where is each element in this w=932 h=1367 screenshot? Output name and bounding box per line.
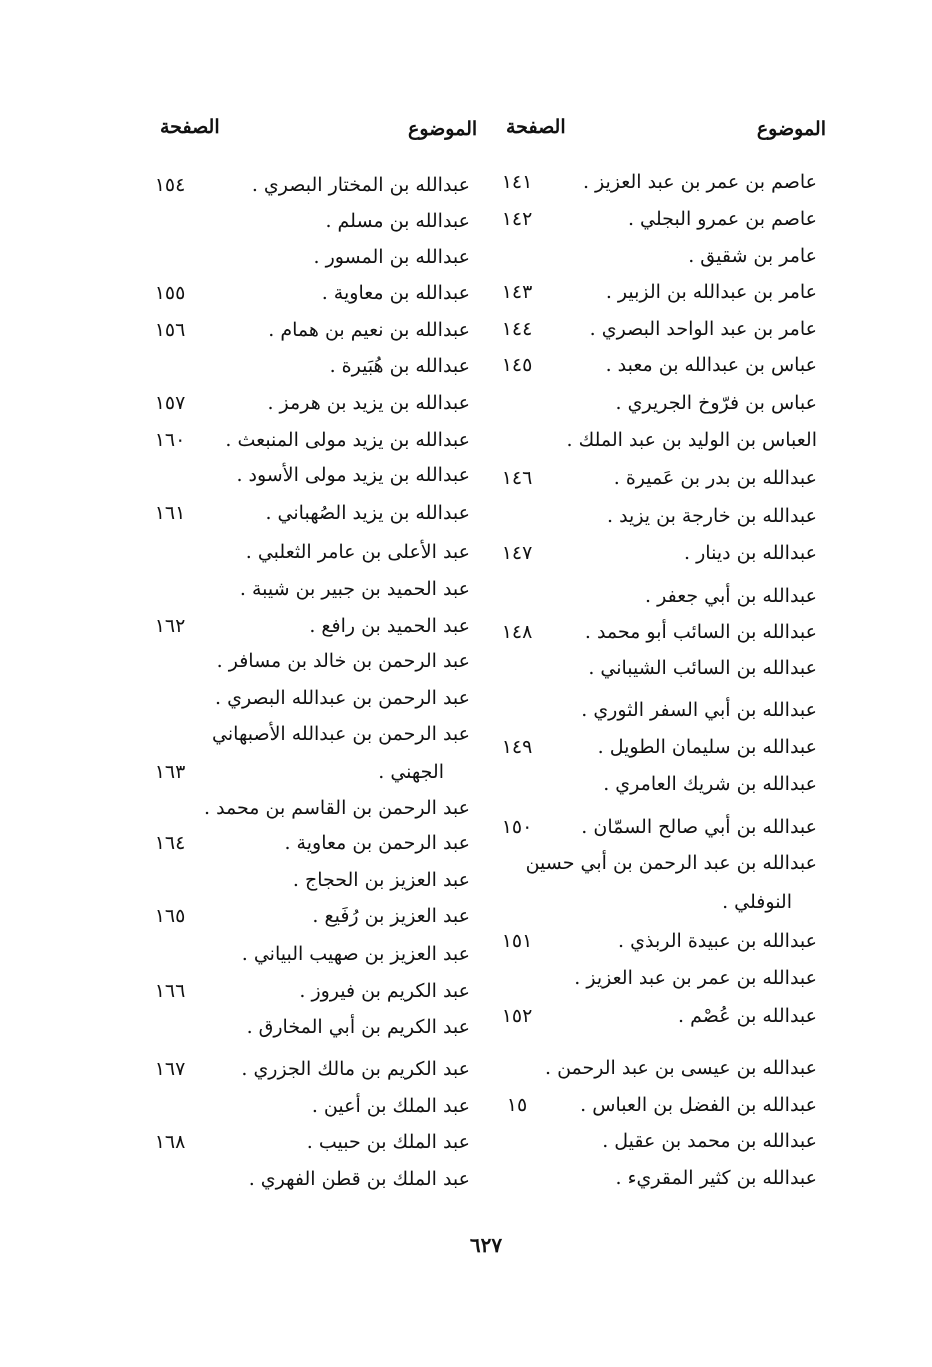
left-index-page-number: ١٥٧ — [154, 392, 186, 414]
left-index-entry: عبدالله بن يزيد بن هرمز . — [267, 392, 470, 414]
left-index-entry: عبد الرحمن بن خالد بن مسافر . — [216, 650, 470, 672]
right-index-page-number: ١٤٣ — [501, 281, 533, 303]
right-index-entry: عبدالله بن خارجة بن يزيد . — [606, 505, 817, 527]
left-index-entry: عبد الملك بن أعين . — [311, 1095, 470, 1117]
right-index-entry: عاصم بن عمر بن عبد العزيز . — [582, 171, 817, 193]
right-index-entry: عبدالله بن بدر بن عَميرة . — [613, 467, 817, 489]
left-index-entry: عبد الكريم بن أبي المخارق . — [246, 1016, 470, 1038]
left-index-entry: عبد الرحمن بن معاوية . — [284, 832, 470, 854]
page-number: ٦٢٧ — [469, 1233, 503, 1257]
right-index-entry: عبدالله بن عُصْم . — [678, 1005, 817, 1027]
header-left-page: الصفحة — [160, 116, 220, 138]
left-index-entry: عبد الرحمن بن عبدالله البصري . — [215, 687, 470, 709]
left-index-entry: عبدالله بن نعيم بن همام . — [268, 319, 470, 341]
left-index-entry: عبد الملك بن حبيب . — [306, 1131, 470, 1153]
right-index-page-number: ١٤١ — [501, 171, 533, 193]
left-index-entry: عبد الأعلى بن عامر الثعلبي . — [245, 541, 470, 563]
right-index-entry: عبدالله بن عبيدة الربذي . — [618, 930, 817, 952]
right-index-entry: عبدالله بن أبي صالح السمّان . — [581, 816, 817, 838]
right-index-entry: عامر بن عبدالله بن الزبير . — [605, 281, 817, 303]
right-index-entry: عبدالله بن أبي جعفر . — [645, 585, 817, 607]
left-index-page-number: ١٦٦ — [154, 980, 186, 1002]
header-right-page: الصفحة — [506, 116, 566, 138]
left-index-entry: عبدالله بن المسور . — [313, 246, 470, 268]
left-index-page-number: ١٦٧ — [154, 1058, 186, 1080]
header-right-topic: الموضوع — [756, 118, 826, 140]
right-index-entry: عبدالله بن محمد بن عقيل . — [602, 1130, 817, 1152]
left-index-page-number: ١٦٠ — [154, 429, 186, 451]
right-index-entry: عامر بن شقيق . — [688, 245, 817, 267]
left-index-entry: عبدالله بن يزيد مولى الأسود . — [236, 464, 470, 486]
right-index-entry: عاصم بن عمرو البجلي . — [627, 208, 817, 230]
right-index-entry: النوفلي . — [722, 891, 792, 913]
left-index-entry: عبد الرحمن بن عبدالله الأصبهاني — [212, 723, 470, 745]
right-index-page-number: ١٤٩ — [501, 736, 533, 758]
left-index-page-number: ١٥٥ — [154, 282, 186, 304]
left-index-entry: عبدالله بن المختار البصري . — [251, 174, 470, 196]
left-index-page-number: ١٦٣ — [154, 761, 186, 783]
left-index-entry: عبد العزيز بن صهيب البياني . — [241, 943, 470, 965]
right-index-entry: عبدالله بن كثير المقريء . — [615, 1167, 817, 1189]
right-index-page-number: ١٤٤ — [501, 318, 533, 340]
left-index-entry: عبد الحميد بن رافع . — [309, 615, 470, 637]
left-index-entry: عبدالله بن مسلم . — [325, 210, 470, 232]
right-index-page-number: ١٥٢ — [501, 1005, 533, 1027]
right-index-entry: عبدالله بن عبد الرحمن بن أبي حسين — [525, 852, 817, 874]
left-index-entry: عبدالله بن هُبَيرة . — [329, 355, 470, 377]
left-index-page-number: ١٥٦ — [154, 319, 186, 341]
right-index-page-number: ١٤٨ — [501, 621, 533, 643]
right-index-entry: عبدالله بن أبي السفر الثوري . — [581, 699, 817, 721]
left-index-entry: عبد العزيز بن الحجاج . — [292, 869, 470, 891]
right-index-page-number: ١٥٠ — [501, 816, 533, 838]
right-index-entry: عباس بن عبدالله بن معبد . — [605, 354, 817, 376]
right-index-page-number: ١٥ — [506, 1094, 528, 1116]
right-index-entry: العباس بن الوليد بن عبد الملك . — [566, 429, 817, 451]
left-index-page-number: ١٥٤ — [154, 174, 186, 196]
left-index-page-number: ١٦٤ — [154, 832, 186, 854]
left-index-entry: عبدالله بن معاوية . — [321, 282, 470, 304]
left-index-page-number: ١٦١ — [154, 502, 186, 524]
right-index-entry: عبدالله بن عمر بن عبد العزيز . — [574, 967, 817, 989]
right-index-entry: عبدالله بن عيسى بن عبد الرحمن . — [544, 1057, 817, 1079]
header-left-topic: الموضوع — [408, 118, 478, 140]
right-index-entry: عامر بن عبد الواحد البصري . — [589, 318, 817, 340]
left-index-entry: عبد الحميد بن جبير بن شيبة . — [239, 578, 470, 600]
left-index-entry: عبد العزيز بن رُفَيع . — [312, 905, 470, 927]
right-index-entry: عبدالله بن شريك العامري . — [603, 773, 817, 795]
right-index-page-number: ١٤٢ — [501, 208, 533, 230]
left-index-entry: الجهني . — [378, 761, 444, 783]
left-index-entry: عبدالله بن يزيد مولى المنبعث . — [225, 429, 470, 451]
left-index-page-number: ١٦٢ — [154, 615, 186, 637]
right-index-entry: عبدالله بن دينار . — [684, 542, 817, 564]
right-index-entry: عبدالله بن سليمان الطويل . — [597, 736, 817, 758]
left-index-entry: عبد الملك بن قطن الفهري . — [248, 1168, 470, 1190]
right-index-entry: عبدالله بن الفضل بن العباس . — [580, 1094, 817, 1116]
left-index-entry: عبد الكريم بن فيروز . — [299, 980, 470, 1002]
right-index-page-number: ١٤٧ — [501, 542, 533, 564]
right-index-page-number: ١٤٥ — [501, 354, 533, 376]
right-index-entry: عبدالله بن السائب أبو محمد . — [584, 621, 817, 643]
left-index-entry: عبدالله بن يزيد الصُهباني . — [265, 502, 470, 524]
right-index-entry: عباس بن فرّوخ الجريري . — [615, 392, 817, 414]
left-index-entry: عبد الرحمن بن القاسم بن محمد . — [204, 797, 470, 819]
right-index-page-number: ١٤٦ — [501, 467, 533, 489]
left-index-page-number: ١٦٥ — [154, 905, 186, 927]
right-index-entry: عبدالله بن السائب الشيباني . — [588, 657, 817, 679]
left-index-page-number: ١٦٨ — [154, 1131, 186, 1153]
left-index-entry: عبد الكريم بن مالك الجزري . — [241, 1058, 470, 1080]
right-index-page-number: ١٥١ — [501, 930, 533, 952]
